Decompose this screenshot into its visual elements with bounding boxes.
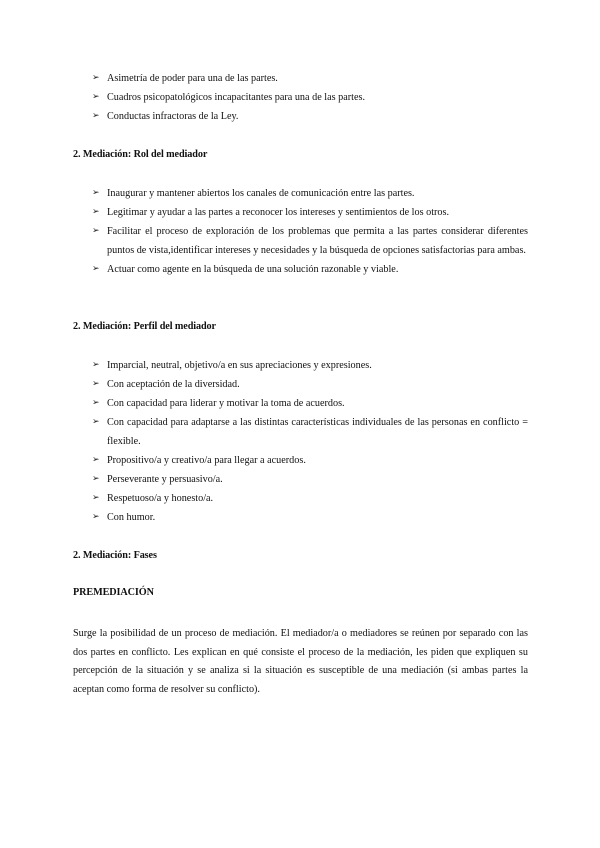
arrow-bullet-icon: ➢ [92, 111, 100, 121]
arrow-bullet-icon: ➢ [92, 417, 100, 427]
list-item: ➢ Facilitar el proceso de exploración de los problemas que permita a las partes considerar diferentes puntos de vista,identificar intereses y necesidades y la búsqueda de opciones satisfactorias para ambas. [92, 222, 528, 260]
list-item: ➢ Con capacidad para adaptarse a las distintas características individuales de las personas en conflicto = flexible. [92, 413, 528, 451]
section-heading-perfil: 2. Mediación: Perfil del mediador [73, 321, 216, 332]
list-item: ➢ Con aceptación de la diversidad. [92, 375, 528, 394]
arrow-bullet-icon: ➢ [92, 188, 100, 198]
list-item: ➢ Propositivo/a y creativo/a para llegar a acuerdos. [92, 451, 528, 470]
arrow-bullet-icon: ➢ [92, 264, 100, 274]
rol-list [92, 184, 528, 279]
list-item: ➢ Legitimar y ayudar a las partes a reconocer los intereses y sentimientos de los otros. [92, 203, 528, 222]
list-item: ➢ Inaugurar y mantener abiertos los canales de comunicación entre las partes. [92, 184, 528, 203]
section-heading-fases: 2. Mediación: Fases [73, 550, 157, 561]
perfil-list [92, 356, 528, 527]
arrow-bullet-icon: ➢ [92, 207, 100, 217]
intro-list [92, 69, 528, 126]
list-item: ➢ Con capacidad para liderar y motivar la toma de acuerdos. [92, 394, 528, 413]
list-item: ➢ Actuar como agente en la búsqueda de una solución razonable y viable. [92, 260, 528, 279]
section-heading-rol: 2. Mediación: Rol del mediador [73, 149, 208, 160]
list-item: ➢ Asimetría de poder para una de las partes. [92, 69, 528, 88]
arrow-bullet-icon: ➢ [92, 398, 100, 408]
arrow-bullet-icon: ➢ [92, 512, 100, 522]
arrow-bullet-icon: ➢ [92, 226, 100, 236]
arrow-bullet-icon: ➢ [92, 493, 100, 503]
arrow-bullet-icon: ➢ [92, 455, 100, 465]
subheading-premediacion: PREMEDIACIÓN [73, 587, 154, 598]
list-item: ➢ Respetuoso/a y honesto/a. [92, 489, 528, 508]
arrow-bullet-icon: ➢ [92, 73, 100, 83]
arrow-bullet-icon: ➢ [92, 92, 100, 102]
premediacion-paragraph: Surge la posibilidad de un proceso de mediación. El mediador/a o mediadores se reúnen por separado con las dos partes en conflicto. Les explican en qué consiste el proceso de la mediación, les piden que expliquen su percepción de la situación y se analiza si la situación es susceptible de una mediación (si ambas partes la aceptan como forma de resolver su conflicto). [73, 628, 528, 695]
list-item: ➢ Cuadros psicopatológicos incapacitantes para una de las partes. [92, 88, 528, 107]
list-item: ➢ Con humor. [92, 508, 528, 527]
list-item: ➢ Perseverante y persuasivo/a. [92, 470, 528, 489]
list-item: ➢ Conductas infractoras de la Ley. [92, 107, 528, 126]
list-item: ➢ Imparcial, neutral, objetivo/a en sus apreciaciones y expresiones. [92, 356, 528, 375]
arrow-bullet-icon: ➢ [92, 474, 100, 484]
arrow-bullet-icon: ➢ [92, 360, 100, 370]
arrow-bullet-icon: ➢ [92, 379, 100, 389]
